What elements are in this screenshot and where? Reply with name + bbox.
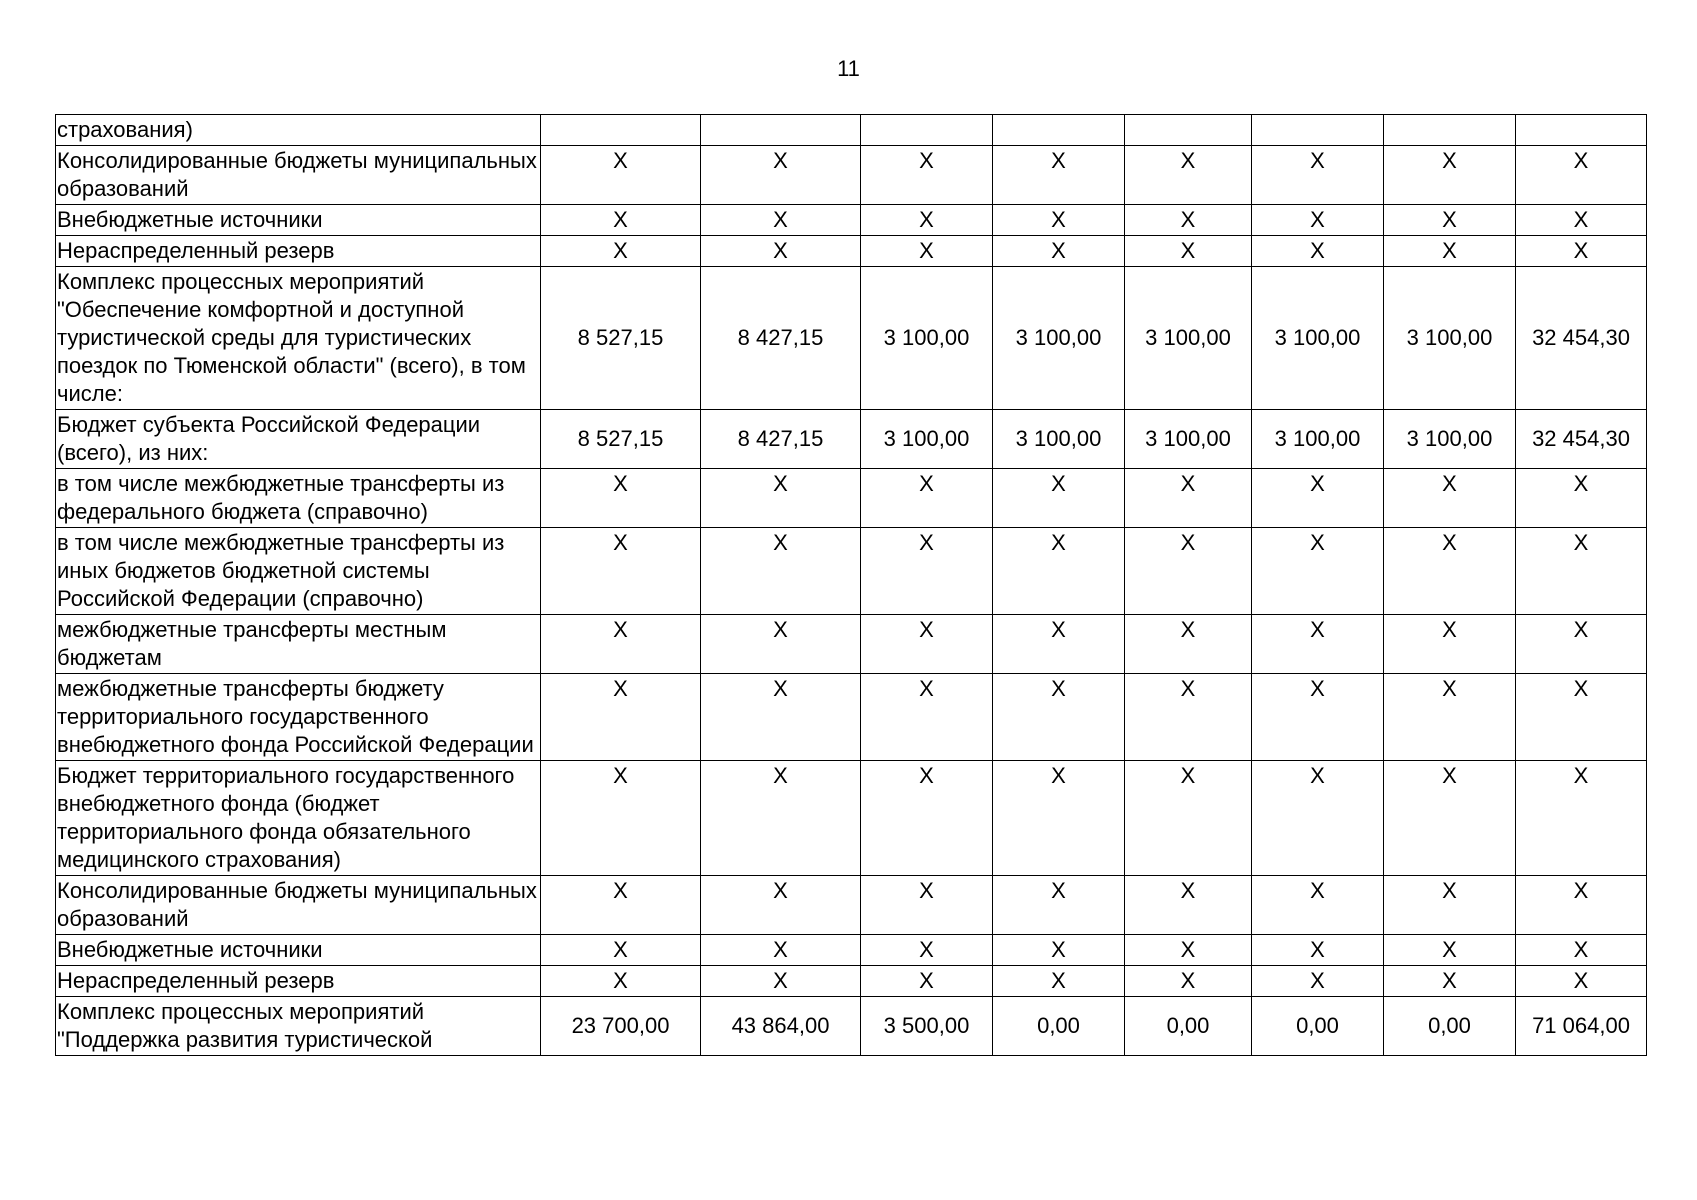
- row-value: X: [993, 469, 1125, 528]
- table-row: [56, 469, 1647, 528]
- row-value: 3 100,00: [1384, 410, 1516, 469]
- row-value: X: [1516, 966, 1647, 997]
- row-value: X: [1384, 761, 1516, 876]
- row-value: X: [1384, 935, 1516, 966]
- row-value: 32 454,30: [1516, 410, 1647, 469]
- row-value: 8 527,15: [541, 267, 701, 410]
- budget-table-body: [56, 115, 1647, 1056]
- row-value: X: [861, 205, 993, 236]
- row-value: X: [1125, 615, 1252, 674]
- table-row: [56, 236, 1647, 267]
- row-value: X: [1516, 469, 1647, 528]
- row-value: X: [993, 236, 1125, 267]
- row-value: [1384, 115, 1516, 146]
- table-row: [56, 146, 1647, 205]
- row-value: X: [1252, 469, 1384, 528]
- row-value: X: [541, 615, 701, 674]
- table-row: [56, 761, 1647, 876]
- row-value: X: [861, 674, 993, 761]
- row-value: X: [1384, 674, 1516, 761]
- row-value: X: [1252, 615, 1384, 674]
- row-value: X: [993, 966, 1125, 997]
- row-value: 43 864,00: [701, 997, 861, 1056]
- table-row: [56, 997, 1647, 1056]
- row-value: X: [861, 876, 993, 935]
- table-row: [56, 528, 1647, 615]
- row-value: X: [541, 876, 701, 935]
- row-value: X: [541, 236, 701, 267]
- row-value: X: [1384, 966, 1516, 997]
- row-label: Нераспределенный резерв: [56, 236, 541, 267]
- row-value: X: [993, 146, 1125, 205]
- row-value: X: [1252, 205, 1384, 236]
- table-row: [56, 966, 1647, 997]
- row-value: 3 100,00: [1252, 267, 1384, 410]
- row-label: Внебюджетные источники: [56, 205, 541, 236]
- row-value: X: [1516, 876, 1647, 935]
- row-value: X: [1125, 236, 1252, 267]
- row-label: межбюджетные трансферты местным бюджетам: [56, 615, 541, 674]
- row-value: X: [701, 966, 861, 997]
- row-value: X: [993, 674, 1125, 761]
- row-value: X: [1516, 761, 1647, 876]
- row-value: X: [1516, 528, 1647, 615]
- row-label: Внебюджетные источники: [56, 935, 541, 966]
- row-value: 71 064,00: [1516, 997, 1647, 1056]
- row-value: 3 100,00: [861, 267, 993, 410]
- row-value: 0,00: [1125, 997, 1252, 1056]
- table-row: [56, 205, 1647, 236]
- table-row: [56, 935, 1647, 966]
- row-value: X: [701, 469, 861, 528]
- row-value: 3 500,00: [861, 997, 993, 1056]
- row-value: X: [1252, 674, 1384, 761]
- table-row: [56, 410, 1647, 469]
- row-label: Нераспределенный резерв: [56, 966, 541, 997]
- row-value: 32 454,30: [1516, 267, 1647, 410]
- row-value: X: [1384, 528, 1516, 615]
- row-value: X: [1125, 966, 1252, 997]
- row-value: [1516, 115, 1647, 146]
- row-value: X: [1252, 966, 1384, 997]
- row-value: [1125, 115, 1252, 146]
- row-value: X: [541, 469, 701, 528]
- row-value: X: [1516, 674, 1647, 761]
- row-label: Бюджет территориального государственного внебюджетного фонда (бюджет территориального фонда обязательного медицинского страхования): [56, 761, 541, 876]
- row-value: X: [1516, 146, 1647, 205]
- row-value: X: [1125, 935, 1252, 966]
- table-row: [56, 115, 1647, 146]
- row-value: X: [701, 615, 861, 674]
- table-row: [56, 615, 1647, 674]
- row-value: X: [701, 761, 861, 876]
- row-value: 3 100,00: [993, 267, 1125, 410]
- row-value: X: [993, 935, 1125, 966]
- row-value: X: [1252, 876, 1384, 935]
- row-value: X: [861, 966, 993, 997]
- row-label: Консолидированные бюджеты муниципальных образований: [56, 876, 541, 935]
- row-value: X: [1516, 205, 1647, 236]
- row-value: X: [1252, 935, 1384, 966]
- row-value: X: [701, 236, 861, 267]
- row-value: 3 100,00: [1125, 267, 1252, 410]
- row-value: [993, 115, 1125, 146]
- row-value: X: [861, 146, 993, 205]
- row-value: X: [993, 205, 1125, 236]
- row-value: X: [993, 761, 1125, 876]
- row-value: X: [701, 935, 861, 966]
- row-value: X: [541, 205, 701, 236]
- row-value: X: [861, 236, 993, 267]
- row-value: 0,00: [993, 997, 1125, 1056]
- row-value: X: [993, 615, 1125, 674]
- row-value: X: [1252, 146, 1384, 205]
- row-value: X: [541, 674, 701, 761]
- row-value: X: [1516, 615, 1647, 674]
- row-value: X: [1125, 761, 1252, 876]
- row-value: X: [701, 674, 861, 761]
- row-label: Комплекс процессных мероприятий "Обеспечение комфортной и доступной туристической среды для туристических поездок по Тюменской области" (всего), в том числе:: [56, 267, 541, 410]
- row-label: межбюджетные трансферты бюджету территориального государственного внебюджетного фонда Российской Федерации: [56, 674, 541, 761]
- row-value: 8 427,15: [701, 410, 861, 469]
- row-value: 3 100,00: [1384, 267, 1516, 410]
- row-value: 0,00: [1252, 997, 1384, 1056]
- budget-table: [55, 114, 1647, 1056]
- row-value: X: [1384, 146, 1516, 205]
- row-value: X: [1252, 236, 1384, 267]
- row-value: X: [701, 528, 861, 615]
- row-value: X: [1125, 146, 1252, 205]
- row-label: в том числе межбюджетные трансферты из иных бюджетов бюджетной системы Российской Федерации (справочно): [56, 528, 541, 615]
- page-number: 11: [837, 56, 860, 81]
- row-value: 3 100,00: [861, 410, 993, 469]
- row-value: X: [861, 761, 993, 876]
- row-value: [861, 115, 993, 146]
- row-value: X: [1252, 761, 1384, 876]
- table-row: [56, 674, 1647, 761]
- row-value: X: [1384, 876, 1516, 935]
- row-value: X: [701, 146, 861, 205]
- row-value: X: [1384, 236, 1516, 267]
- table-row: [56, 267, 1647, 410]
- row-value: 8 427,15: [701, 267, 861, 410]
- row-value: X: [861, 528, 993, 615]
- row-label: страхования): [56, 115, 541, 146]
- row-value: X: [701, 876, 861, 935]
- row-value: X: [1125, 205, 1252, 236]
- row-label: Консолидированные бюджеты муниципальных образований: [56, 146, 541, 205]
- row-value: X: [1125, 674, 1252, 761]
- row-value: X: [1516, 236, 1647, 267]
- row-value: X: [1125, 469, 1252, 528]
- row-label: Бюджет субъекта Российской Федерации (всего), из них:: [56, 410, 541, 469]
- row-value: 0,00: [1384, 997, 1516, 1056]
- row-value: X: [541, 935, 701, 966]
- row-value: [541, 115, 701, 146]
- row-value: X: [861, 935, 993, 966]
- row-value: X: [1125, 876, 1252, 935]
- row-value: X: [861, 615, 993, 674]
- row-value: [701, 115, 861, 146]
- row-value: X: [1384, 469, 1516, 528]
- row-value: X: [701, 205, 861, 236]
- row-value: X: [1384, 205, 1516, 236]
- row-value: X: [541, 528, 701, 615]
- row-value: 8 527,15: [541, 410, 701, 469]
- row-value: 23 700,00: [541, 997, 701, 1056]
- row-value: X: [1384, 615, 1516, 674]
- row-value: X: [993, 528, 1125, 615]
- row-value: X: [993, 876, 1125, 935]
- row-value: 3 100,00: [993, 410, 1125, 469]
- row-value: X: [1516, 935, 1647, 966]
- row-value: X: [1252, 528, 1384, 615]
- row-label: в том числе межбюджетные трансферты из федерального бюджета (справочно): [56, 469, 541, 528]
- row-value: X: [1125, 528, 1252, 615]
- row-value: 3 100,00: [1252, 410, 1384, 469]
- table-row: [56, 876, 1647, 935]
- row-value: X: [541, 761, 701, 876]
- row-value: X: [541, 966, 701, 997]
- row-label: Комплекс процессных мероприятий "Поддержка развития туристической: [56, 997, 541, 1056]
- row-value: 3 100,00: [1125, 410, 1252, 469]
- row-value: X: [541, 146, 701, 205]
- row-value: X: [861, 469, 993, 528]
- row-value: [1252, 115, 1384, 146]
